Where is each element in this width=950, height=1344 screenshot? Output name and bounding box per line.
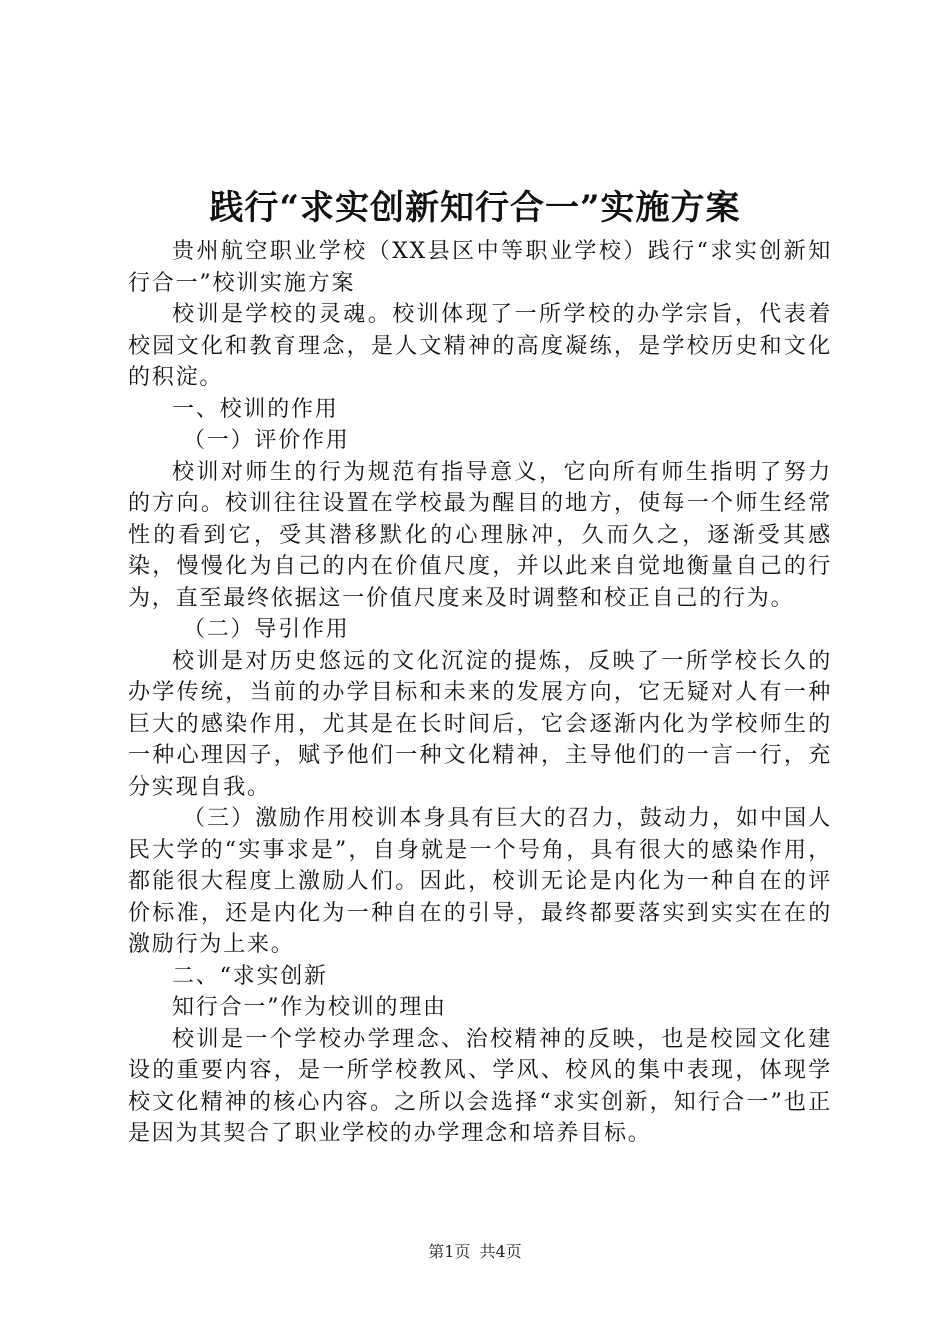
paragraph-intro: 校训是学校的灵魂。校训体现了一所学校的办学宗旨，代表着校园文化和教育理念，是人文精神的高度凝练，是学校历史和文化的积淀。	[128, 302, 832, 390]
paragraph-evaluation: 校训对师生的行为规范有指导意义，它向所有师生指明了努力的方向。校训往往设置在学校最为醒目的地方，使每一个师生经常性的看到它，受其潜移默化的心理脉冲，久而久之，逐渐受其感染，慢慢化为自己的内在价值尺度，并以此来自觉地衡量自己的行为，直至最终依据这一价值尺度来及时调整和校正自己的行为。	[128, 459, 832, 611]
page-number: 第1页	[428, 1242, 471, 1261]
page-total: 共4页	[479, 1242, 522, 1261]
document-title: 践行“求实创新知行合一”实施方案	[209, 188, 741, 228]
paragraph-motivation: （三）激励作用校训本身具有巨大的召力，鼓动力，如中国人民大学的“实事求是”，自身就是一个号角，具有很大的感染作用，都能很大程度上激励人们。因此，校训无论是内化为一种自在的评价标准，还是内化为一种自在的引导，最终都要落实到实实在在的激励行为上来。	[128, 806, 832, 957]
paragraph-guidance: 校训是对历史悠远的文化沉淀的提炼，反映了一所学校长久的办学传统，当前的办学目标和未来的发展方向，它无疑对人有一种巨大的感染作用，尤其是在长时间后，它会逐渐内化为学校师生的一种心理因子，赋予他们一种文化精神，主导他们的一言一行，充分实现自我。	[128, 648, 832, 800]
subsection-heading-2: （二）导引作用	[183, 617, 350, 642]
document-body	[128, 236, 832, 1150]
paragraph-intro-heading: 贵州航空职业学校（XX县区中等职业学校）践行“求实创新知行合一”校训实施方案	[128, 239, 832, 296]
section-heading-2: 二、“求实创新	[172, 963, 328, 989]
paragraph-reason: 校训是一个学校办学理念、治校精神的反映，也是校园文化建设的重要内容，是一所学校教风、学风、校风的集中表现，体现学校文化精神的核心内容。之所以会选择“求实创新，知行合一”也正是因为其契合了职业学校的办学理念和培养目标。	[128, 1026, 832, 1146]
subsection-heading-1: （一）评价作用	[183, 428, 350, 453]
page-footer	[0, 1242, 950, 1262]
section-heading-2-continued: 知行合一”作为校训的理由	[172, 995, 447, 1020]
section-heading-1: 一、校训的作用	[172, 396, 339, 422]
